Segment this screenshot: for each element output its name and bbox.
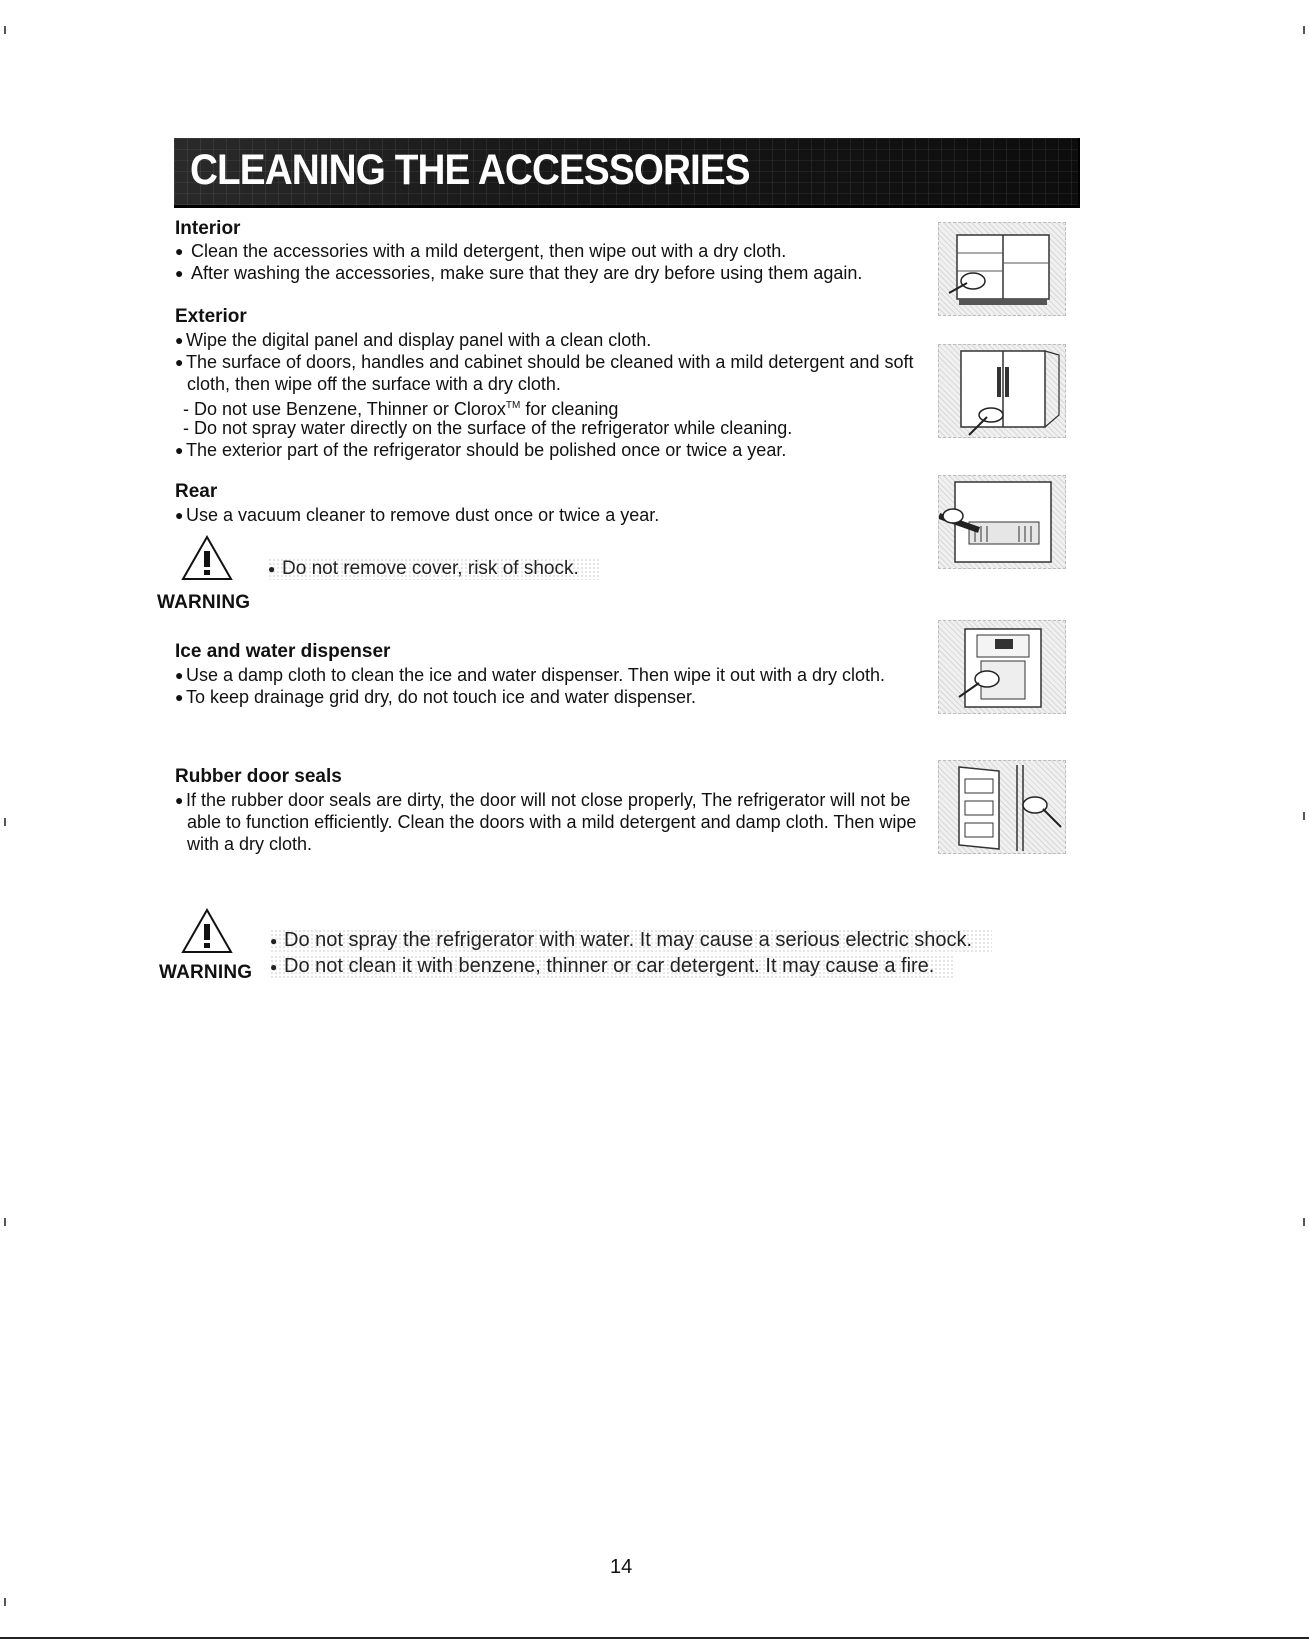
illustration-rubber-seals bbox=[938, 760, 1066, 854]
bullet-icon: ● bbox=[175, 667, 184, 683]
rubber-seals-line-3: with a dry cloth. bbox=[187, 834, 313, 854]
bullet-icon: ● bbox=[175, 442, 184, 458]
page-title: CLEANING THE ACCESSORIES bbox=[190, 146, 750, 194]
bullet-icon: ● bbox=[268, 562, 276, 576]
warning-triangle-icon bbox=[181, 908, 233, 954]
interior-heading: Interior bbox=[175, 218, 241, 239]
page-number: 14 bbox=[610, 1556, 633, 1578]
exterior-line-1: ● Wipe the digital panel and display panel with a clean cloth. bbox=[175, 330, 652, 350]
crop-mark-top-right bbox=[1303, 26, 1305, 34]
bullet-icon: ● bbox=[175, 243, 184, 259]
bullet-icon: ● bbox=[175, 507, 184, 523]
rear-heading: Rear bbox=[175, 481, 218, 502]
illustration-interior bbox=[938, 222, 1066, 316]
rubber-seals-line-2: able to function efficiently. Clean the doors with a mild detergent and damp cloth. Then wipe bbox=[187, 812, 917, 832]
page-bottom-rule bbox=[0, 1637, 1309, 1639]
dispenser-line-1: ● Use a damp cloth to clean the ice and water dispenser. Then wipe it out with a dry cloth. bbox=[175, 665, 886, 685]
interior-line-2: ● After washing the accessories, make sure that they are dry before using them again. bbox=[175, 263, 863, 283]
bullet-icon: ● bbox=[270, 934, 278, 948]
bullet-icon: ● bbox=[175, 332, 184, 348]
warning-label-2: WARNING bbox=[159, 962, 253, 983]
crop-mark-lower-left bbox=[4, 1218, 6, 1226]
illustration-exterior bbox=[938, 344, 1066, 438]
bullet-icon: ● bbox=[175, 792, 184, 808]
bullet-icon: ● bbox=[175, 354, 184, 370]
crop-mark-lower-right bbox=[1303, 1218, 1305, 1226]
crop-mark-bottom-left bbox=[4, 1598, 6, 1606]
exterior-heading: Exterior bbox=[175, 306, 247, 327]
crop-mark-mid-left bbox=[4, 818, 6, 826]
title-banner bbox=[174, 138, 1080, 208]
bullet-icon: ● bbox=[270, 960, 278, 974]
crop-mark-top-left bbox=[4, 26, 6, 34]
exterior-line-6: ● The exterior part of the refrigerator should be polished once or twice a year. bbox=[175, 440, 787, 460]
exterior-line-5: - Do not spray water directly on the surface of the refrigerator while cleaning. bbox=[183, 418, 793, 438]
warning-2-line-2: ● Do not clean it with benzene, thinner or car detergent. It may cause a fire. bbox=[270, 955, 954, 978]
exterior-line-3: cloth, then wipe off the surface with a dry cloth. bbox=[187, 374, 561, 394]
warning-label-1: WARNING bbox=[157, 592, 251, 613]
rear-line-1: ● Use a vacuum cleaner to remove dust once or twice a year. bbox=[175, 505, 660, 525]
interior-line-1: ● Clean the accessories with a mild detergent, then wipe out with a dry cloth. bbox=[175, 241, 787, 261]
rubber-seals-line-1: ● If the rubber door seals are dirty, the door will not close properly, The refrigerator will not be bbox=[175, 790, 911, 810]
warning-1-line-1: ● Do not remove cover, risk of shock. bbox=[268, 558, 599, 580]
exterior-line-2: ● The surface of doors, handles and cabinet should be cleaned with a mild detergent and soft bbox=[175, 352, 914, 372]
rubber-seals-heading: Rubber door seals bbox=[175, 766, 342, 787]
illustration-rear bbox=[938, 475, 1066, 569]
warning-triangle-icon bbox=[181, 535, 233, 581]
warning-2-line-1: ● Do not spray the refrigerator with water. It may cause a serious electric shock. bbox=[270, 929, 992, 952]
bullet-icon: ● bbox=[175, 689, 184, 705]
bullet-icon: ● bbox=[175, 265, 184, 281]
crop-mark-mid-right bbox=[1303, 812, 1305, 820]
dispenser-heading: Ice and water dispenser bbox=[175, 641, 391, 662]
illustration-dispenser bbox=[938, 620, 1066, 714]
trademark-sup: TM bbox=[505, 400, 521, 411]
exterior-line-4: - Do not use Benzene, Thinner or Clorox™ for cleaning bbox=[183, 399, 619, 419]
dispenser-line-2: ● To keep drainage grid dry, do not touch ice and water dispenser. bbox=[175, 687, 696, 707]
